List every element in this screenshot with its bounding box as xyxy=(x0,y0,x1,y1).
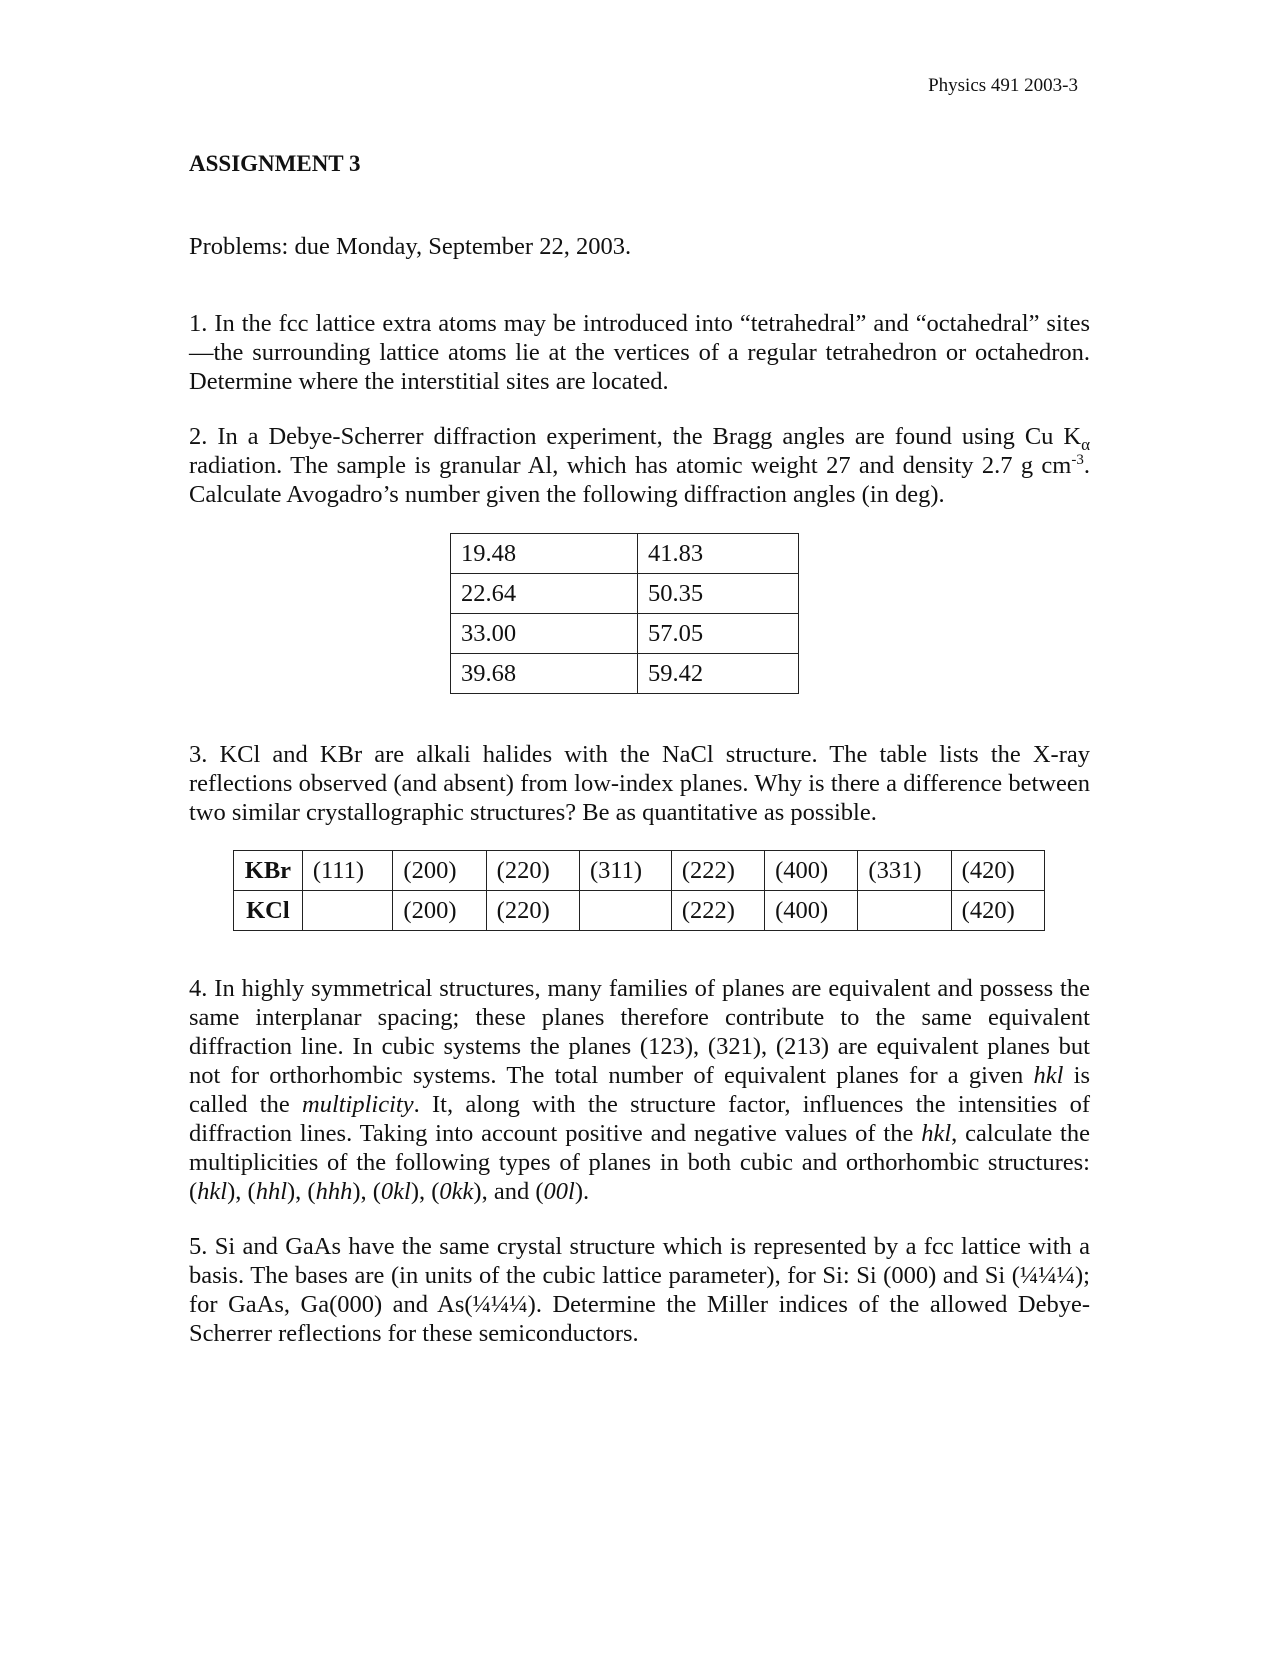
alpha-subscript: α xyxy=(1081,434,1090,454)
exponent-superscript: -3 xyxy=(1071,451,1084,468)
problem-5 xyxy=(189,1232,1090,1348)
problem-3 xyxy=(189,740,1090,827)
due-date-line: Problems: due Monday, September 22, 2003. xyxy=(189,233,632,260)
row-label-kbr: KBr xyxy=(234,851,303,891)
problem-5-text: 5. Si and GaAs have the same crystal structure which is represented by a fcc lattice with a basis. The bases are (in units of the cubic lattice parameter), for Si: Si (000) and Si (¼¼¼); for GaAs, Ga(000) and As(¼¼¼). Determine the Miller indices of the allowed Debye-Scherrer reflections for these semiconductors. xyxy=(189,1233,1090,1347)
hkl-term: hkl xyxy=(1033,1062,1064,1089)
angle-cell: 50.35 xyxy=(638,574,799,614)
diffraction-angle-table xyxy=(450,533,799,694)
separator: ), ( xyxy=(352,1178,381,1205)
separator: ), ( xyxy=(410,1178,440,1205)
plane-type: hkl xyxy=(197,1178,228,1205)
separator: ), ( xyxy=(227,1178,256,1205)
reflection-cell: (400) xyxy=(765,851,858,891)
problem-2-text-a: 2. In a Debye-Scherrer diffraction experiment, the Bragg angles are found using Cu K xyxy=(189,423,1082,450)
assignment-title: ASSIGNMENT 3 xyxy=(189,151,361,176)
table-row xyxy=(451,654,799,694)
problem-4-text-3: . It, along with the structure factor, influences the intensities of diffraction lines. Taking into account positive and negative values of the xyxy=(189,1091,1090,1147)
angle-cell: 19.48 xyxy=(451,534,638,574)
reflection-cell: (331) xyxy=(858,851,951,891)
problem-4-text-1: 4. In highly symmetrical structures, many families of planes are equivalent and possess the same interplanar spacing; these planes therefore contribute to the same equivalent diffraction line. In cubic systems the planes (123), (321), (213) are equivalent planes but not for orthorhombic systems. The total number of equivalent planes for a given xyxy=(189,975,1090,1089)
reflection-cell: (420) xyxy=(951,851,1044,891)
problem-2-text-b: radiation. The sample is granular Al, which has atomic weight 27 and density 2.7 g cm xyxy=(189,452,1072,479)
problem-4 xyxy=(189,974,1090,1206)
plane-type: 0kk xyxy=(439,1178,474,1205)
angle-cell: 41.83 xyxy=(638,534,799,574)
reflection-cell: (400) xyxy=(765,891,858,931)
reflection-cell: (111) xyxy=(302,851,393,891)
multiplicity-term: multiplicity xyxy=(302,1091,414,1118)
angle-cell: 22.64 xyxy=(451,574,638,614)
problem-4-text-4: , calculate the multiplicities of the following types of planes in both cubic and orthorhombic structures: ( xyxy=(189,1120,1090,1205)
problem-1 xyxy=(189,309,1090,396)
angle-cell: 33.00 xyxy=(451,614,638,654)
table-row xyxy=(451,534,799,574)
reflection-cell: (222) xyxy=(671,851,764,891)
row-label-kcl: KCl xyxy=(234,891,303,931)
problem-4-text-2: is called the xyxy=(189,1062,1090,1118)
problem-1-text: 1. In the fcc lattice extra atoms may be introduced into “tetrahedral” and “octahedral” sites—the surrounding lattice atoms lie at the vertices of a regular tetrahedron or octahedron. Determine where the interstitial sites are located. xyxy=(189,310,1090,395)
reflection-cell: (200) xyxy=(393,891,486,931)
plane-type: 0kl xyxy=(380,1178,411,1205)
separator: ). xyxy=(574,1178,590,1205)
course-header: Physics 491 2003-3 xyxy=(928,75,1078,96)
problem-2-text-c: . Calculate Avogadro’s number given the following diffraction angles (in deg). xyxy=(189,452,1090,508)
reflection-cell: (220) xyxy=(486,851,579,891)
reflection-cell: (311) xyxy=(579,851,671,891)
reflection-cell: (222) xyxy=(671,891,764,931)
separator: ), and ( xyxy=(473,1178,544,1205)
reflection-cell: (220) xyxy=(486,891,579,931)
table-row xyxy=(451,614,799,654)
reflection-cell xyxy=(579,891,671,931)
reflection-cell xyxy=(302,891,393,931)
hkl-term: hkl xyxy=(921,1120,952,1147)
angle-cell: 57.05 xyxy=(638,614,799,654)
reflection-table xyxy=(233,850,1045,931)
reflection-cell xyxy=(858,891,951,931)
angle-cell: 39.68 xyxy=(451,654,638,694)
angle-cell: 59.42 xyxy=(638,654,799,694)
table-row xyxy=(451,574,799,614)
problem-2 xyxy=(189,422,1090,509)
reflection-cell: (420) xyxy=(951,891,1044,931)
table-row-kbr xyxy=(234,851,1045,891)
separator: ), ( xyxy=(287,1178,316,1205)
plane-type: 00l xyxy=(543,1178,575,1205)
reflection-cell: (200) xyxy=(393,851,486,891)
plane-type: hhl xyxy=(255,1178,287,1205)
problem-3-text: 3. KCl and KBr are alkali halides with the NaCl structure. The table lists the X-ray reflections observed (and absent) from low-index planes. Why is there a difference between two similar crystallographic structures? Be as quantitative as possible. xyxy=(189,741,1090,826)
table-row-kcl xyxy=(234,891,1045,931)
plane-type: hhh xyxy=(315,1178,353,1205)
